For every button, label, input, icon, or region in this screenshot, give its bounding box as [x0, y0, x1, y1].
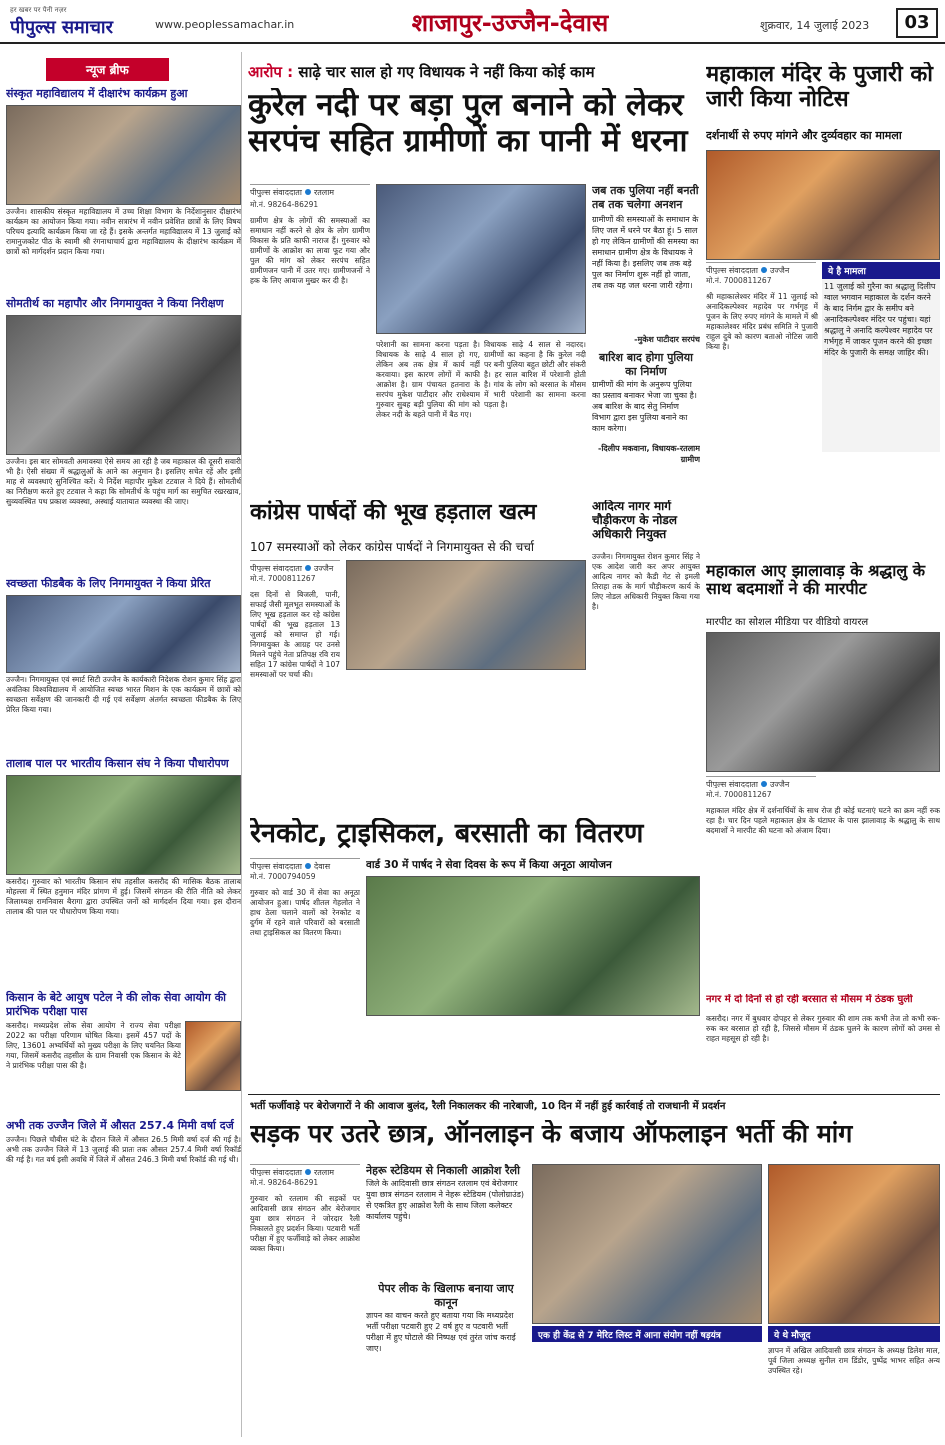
rain-body: कसरौद। नगर में बुधवार दोपहर से लेकर गुरुवार की शाम तक कभी तेज तो कभी रुक-रुक कर बरसात हो रही है, जिससे मौसम में ठंडक घुलने के कारण लोगों को उमस से राहत महसूस हो रही है।: [706, 1014, 940, 1043]
brief-headline-3: स्वच्छता फीडबैक के लिए निगमायुक्त ने किया प्रेरित: [6, 577, 211, 590]
congress-byline: [250, 560, 340, 572]
brief-body-2: उज्जैन। इस बार सोमवती अमावस्या ऐसे समय आ रही है जब महाकाल की दूसरी सवारी भी है। ऐसी संख्या में श्रद्धालुओं के आने का अनुमान है। इसलिए सचेत रहें और इसी माह से व्यवस्थाएं सुनिश्चित करें। ये निर्देश महापौर मुकेश टटवाल ने दिये हैं। सोमतीर्थ का निरीक्षण करते हुए टटवाल ने कहा कि सोमतीर्थ के पहुंच मार्ग का समुचित रखरखाव, सुव्यवस्थित पथ प्रकाश व्यवस्था, अस्थाई यातायात व्यवस्था की जाए।: [6, 457, 241, 506]
raincoat-mobile: मो.नं. 7000794059: [250, 872, 316, 881]
brief-photo-1: [6, 105, 241, 205]
section-divider: [248, 1094, 940, 1095]
brief-headline-4: तालाब पाल पर भारतीय किसान संघ ने किया पौधारोपण: [6, 757, 229, 770]
rain-headline: नगर में दो दिनों से हो रही बरसात से मौसम में ठंडक घुली: [706, 994, 913, 1005]
mahakal-fact-box: [822, 262, 940, 452]
byline-dot-icon: [305, 863, 311, 869]
mahakal-fact-heading: ये है मामला: [822, 262, 940, 279]
mahakal-byline: [706, 262, 816, 274]
news-brief-column: [6, 52, 242, 1437]
mahakal-photo: [706, 150, 940, 260]
jhalawar-byline: [706, 776, 816, 788]
brief-photo-3: [6, 595, 241, 673]
brief-photo-2: [6, 315, 241, 455]
brief-headline-1: संस्कृत महाविद्यालय में दीक्षारंभ कार्यक्रम हुआ: [6, 87, 188, 100]
brief-body-1: उज्जैन। शासकीय संस्कृत महाविद्यालय में उच्च शिक्षा विभाग के निर्देशानुसार दीक्षारंभ कार्यक्रम का आयोजन किया गया। नवीन सत्रारंभ में नवीन प्रवेशित छात्रों के लिए विषय परिचय इत्यादि कार्यक्रम किया जा रहे हैं। इसके अन्तर्गत महाविद्यालय में 13 जुलाई को रामानुजकोट पीठ के स्वामी श्री रंगनाथाचार्य द्वारा महाविद्यालय के दीक्षारंभ कार्यक्रम में छात्रों को मार्गदर्शन प्रदान किया गया।: [6, 207, 241, 256]
protest-box-text-1: जिले के आदिवासी छात्र संगठन रतलाम एवं बेरोजगार युवा छात्र संगठन रतलाम ने नेहरू स्टेडियम (पोलोग्राउंड) से एकत्रित हुए आक्रोश रैली के साथ जिला कलेक्टर कार्यालय पहुंचे।: [366, 1179, 525, 1221]
byline-dot-icon: [305, 1169, 311, 1175]
raincoat-subheadline: वार्ड 30 में पार्षद ने सेवा दिवस के रूप में किया अनूठा आयोजन: [366, 859, 612, 871]
raincoat-photo: [366, 876, 700, 1016]
logo-text: पीपुल्स समाचार: [10, 17, 113, 38]
lead-photo: [376, 184, 586, 334]
jhalawar-headline: महाकाल आए झालावाड़ के श्रद्धालु के साथ बदमाशों ने की मारपीट: [706, 562, 926, 599]
page-number: 03: [896, 8, 938, 38]
protest-byline-name: पीपुल्स संवाददाता: [250, 1168, 302, 1176]
edition-title: शाजापुर-उज्जैन-देवास: [411, 9, 609, 37]
byline-dot-icon: [305, 565, 311, 571]
raincoat-body: गुरुवार को वार्ड 30 में सेवा का अनूठा आयोजन हुआ। पार्षद शीतल गेहलोत ने हाथ ठेला चलाने वालों को रेनकोट व दुर्गम में रहने वाले परिवारों को बरसाती तथा ट्राइसिकल का वितरण किया।: [250, 888, 360, 937]
newspaper-logo: [10, 6, 150, 38]
lead-kicker-tag: आरोप :: [248, 63, 294, 81]
protest-photo-2: [768, 1164, 940, 1324]
website-url[interactable]: www.peoplessamachar.in: [155, 18, 295, 31]
jhalawar-mobile: मो.नं. 7000811267: [706, 790, 772, 799]
brief-body-4: कसरौद। गुरुवार को भारतीय किसान संघ तहसील कसरौद की मासिक बैठक तालाब मोहल्ला में स्थित हनुमान मंदिर प्रांगण में हुई। जिसमें संगठन की रीति नीति को लेकर जिलाध्यक्ष रामनिवास बैरागा द्वारा उपस्थित जनों को मार्गदर्शन दिया गया। इस दौरान तालाब की पाल पर पौधारोपण किया गया।: [6, 877, 241, 916]
raincoat-byline-city: देवास: [313, 862, 331, 870]
lead-kicker: [248, 62, 698, 84]
brief-body-5: कसरौद। मध्यप्रदेश लोक सेवा आयोग ने राज्य सेवा परीक्षा 2022 का परीक्षा परिणाम घोषित किया। इसमें 457 पदों के लिए, 13601 अभ्यर्थियों को मुख्य परीक्षा के लिए चयनित किया गया, जिसमें कसरौद तहसील के ग्राम निवासी एक किसान के बेटे ने प्रारंभिक परीक्षा पास की है।: [6, 1021, 181, 1070]
brief-photo-5: [185, 1021, 241, 1091]
brief-body-6: उज्जैन। पिछले चौबीस घंटे के दौरान जिले में औसत 26.5 मिमी वर्षा दर्ज की गई है। अभी तक उज्जैन जिले में 13 जुलाई की प्रातः तक औसत 257.4 मिमी वर्षा रिकॉर्ड की गई है। गत वर्ष इसी अवधि में जिले में औसत 246.3 मिमी वर्षा रिकॉर्ड की गई थी।: [6, 1135, 241, 1164]
jhalawar-byline-name: पीपुल्स संवाददाता: [706, 780, 758, 788]
aditya-headline: आदित्य नागर मार्ग चौड़ीकरण के नोडल अधिकारी नियुक्त: [592, 500, 677, 541]
lead-byline: [250, 184, 370, 198]
protest-photo-1-caption: एक ही केंद्र से 7 मेरिट लिस्ट में आना संयोग नहीं षड़यंत्र: [532, 1326, 762, 1342]
jhalawar-byline-city: उज्जैन: [769, 780, 790, 788]
lead-side-heading: जब तक पुलिया नहीं बनती तब तक चलेगा अनशन: [592, 184, 699, 211]
protest-kicker: भर्ती फर्जीवाड़े पर बेरोजगारों ने की आवाज बुलंद, रैली निकालकर की नारेबाजी, 10 दिन में नहीं हुई कार्रवाई तो राजधानी में प्रदर्शन: [250, 1101, 726, 1112]
jhalawar-subheadline: मारपीट का सोशल मीडिया पर वीडियो वायरल: [706, 617, 869, 628]
protest-photo-2-text: ज्ञापन में अखिल आदिवासी छात्र संगठन के अध्यक्ष डिलेश माल, पूर्व जिला अध्यक्ष सुनील राम डिंडोर, पुष्पेंद्र भाभर सहित अन्य उपस्थित रहे।: [768, 1346, 940, 1375]
lead-side-text: ग्रामीणों की समस्याओं के समाधान के लिए जल में धरने पर बैठा हूं। 5 साल हो गए लेकिन ग्रामीणों की समस्या का समाधान ग्रामीण क्षेत्र के विधायक ने नहीं किया है। इसलिए जब तक बड़े पुल का निर्माण शुरू नहीं हो जाता, तब तक यह जल धरना जारी रहेगा।: [592, 215, 699, 290]
congress-body: दस दिनों से बिजली, पानी, सफाई जैसी मूलभूत समस्याओं के लिए भूख हड़ताल कर रहे कांग्रेस पार्षदों की भूख हड़ताल 13 जुलाई को समाप्त हो गई। निगमायुक्त के आग्रह पर उनसे मिलने पहुंचे नेता प्रतिपक्ष रवि राय सहित 17 कांग्रेस पार्षदों ने 107 समस्याओं पर चर्चा की।: [250, 590, 340, 679]
lead-kicker-text: साढ़े चार साल हो गए विधायक ने नहीं किया कोई काम: [298, 63, 595, 81]
lead-side-signature-1: -मुकेश पाटीदार सरपंच: [634, 335, 700, 344]
congress-byline-city: उज्जैन: [313, 564, 334, 572]
logo-tagline: हर खबर पर पैनी नज़र: [10, 6, 67, 14]
lead-side-signature-2: -दिलीप मकवाना, विधायक-रतलाम ग्रामीण: [598, 444, 700, 464]
congress-mobile: मो.नं. 7000811267: [250, 574, 316, 583]
issue-date: शुक्रवार, 14 जुलाई 2023: [760, 19, 870, 32]
mahakal-body: श्री महाकालेश्वर मंदिर में 11 जुलाई को अनादिकल्पेश्वर महादेव पर गर्भगृह में पूजन के लिए रुपए मांगने के मामले में श्री महाकालेश्वर मंदिर प्रबंध समिति ने पुजारी राहुल दुबे को कारण बताओ नोटिस जारी किया है।: [706, 292, 818, 351]
brief-headline-2: सोमतीर्थ का महापौर और निगमायुक्त ने किया निरीक्षण: [6, 297, 224, 310]
congress-headline: कांग्रेस पार्षदों की भूख हड़ताल खत्म: [250, 500, 537, 525]
raincoat-byline-name: पीपुल्स संवाददाता: [250, 862, 302, 870]
lead-byline-name: पीपुल्स संवाददाता: [250, 188, 302, 197]
protest-box-text-2: ज्ञापन का वाचन करते हुए बताया गया कि मध्यप्रदेश भर्ती परीक्षा पटवारी हुए 2 वर्ष हुए व पटवारी भर्ती परीक्षा में हुए घोटाले की निष्पक्ष एवं तुरंत जांच कराई जाए।: [366, 1311, 516, 1353]
protest-side-box: [366, 1164, 526, 1434]
protest-byline: [250, 1164, 360, 1176]
protest-body: गुरुवार को रतलाम की सड़कों पर आदिवासी छात्र संगठन और बेरोजगार युवा छात्र संगठन ने जोरदार रैली निकालते हुए प्रदर्शन किया। पटवारी भर्ती परीक्षा में हुए फर्जीवाड़े को लेकर आक्रोश व्यक्त किया।: [250, 1194, 360, 1253]
mahakal-byline-name: पीपुल्स संवाददाता: [706, 266, 758, 274]
raincoat-byline: [250, 858, 360, 870]
protest-box-heading-2: पेपर लीक के खिलाफ बनाया जाए कानून: [378, 1282, 514, 1309]
lead-side-box: [592, 184, 700, 484]
congress-byline-name: पीपुल्स संवाददाता: [250, 564, 302, 572]
lead-body-1: ग्रामीण क्षेत्र के लोगों की समस्याओं का समाधान नहीं करने से क्षेत्र के लोग ग्रामीण विकास के प्रति काफी नाराज हैं। गुरुवार को ग्रामीणों के आक्रोश का लावा फूट गया और पुल की मांग को लेकर सरपंच सहित ग्रामीणजन पानी में उतर गए। ग्रामीणजनों ने हक के लिए आवाज मुखर कर दी है।: [250, 216, 370, 285]
aditya-body: उज्जैन। निगमायुक्त रोशन कुमार सिंह ने एक आदेश जारी कर अपर आयुक्त आदित्य नागर को कैडी गेट से इमली तिराहा तक के मार्ग चौड़ीकरण कार्य के लिए नोडल अधिकारी नियुक्त किया गया है।: [592, 552, 700, 611]
lead-mobile: मो.नं. 98264-86291: [250, 200, 319, 209]
brief-headline-5: किसान के बेटे आयुष पटेल ने की लोक सेवा आयोग की प्रारंभिक परीक्षा पास: [6, 991, 227, 1018]
byline-dot-icon: [761, 267, 767, 273]
mahakal-headline: महाकाल मंदिर के पुजारी को जारी किया नोटिस: [706, 62, 933, 113]
lead-headline: कुरेल नदी पर बड़ा पुल बनाने को लेकर सरपंच सहित ग्रामीणों का पानी में धरना: [248, 88, 688, 159]
protest-headline: सड़क पर उतरे छात्र, ऑनलाइन के बजाय ऑफलाइन भर्ती की मांग: [250, 1120, 853, 1148]
lead-body-2: परेशानी का सामना करना पड़ता है। विधायक के साढ़े 4 साल हो गए, लेकिन अब तक क्षेत्र में कार्य नहीं करवाया। इस कारण लोगों में काफी आक्रोश है। ग्राम पंचायत हतनारा के सरपंच मुकेश पाटीदार और राधेश्याम गुरुवार सुबह बड़ी पुलिया की मांग को लेकर नदी के बहते पानी में बैठ गए।: [376, 340, 480, 419]
mahakal-mobile: मो.नं. 7000811267: [706, 276, 772, 285]
raincoat-headline: रेनकोट, ट्राइसिकल, बरसाती का वितरण: [250, 818, 644, 849]
jhalawar-body: महाकाल मंदिर क्षेत्र में दर्शनार्थियों के साथ रोज ही कोई घटनाएं घटने का क्रम नहीं रुक रहा है। चार दिन पहले महाकाल क्षेत्र के घंटाघर के पास झालावाड़ के श्रद्धालु के साथ बदमाशों ने मारपीट की घटना को अंजाम दिया।: [706, 806, 940, 835]
protest-byline-city: रतलाम: [313, 1168, 335, 1176]
lead-body-3: विधायक साढ़े 4 साल से नदारद। ग्रामीणों का कहना है कि कुरेल नदी पर बनी पुलिया बहुत छोटी और संकरी है। हर साल बारिश में परेशानी होती है। गांव के लोग को बरसात के मौसम में भारी परेशानी का सामना करना पड़ता है।: [484, 340, 586, 409]
protest-photo-2-caption: ये थे मौजूद: [768, 1326, 940, 1342]
brief-photo-4: [6, 775, 241, 875]
congress-photo: [346, 560, 586, 670]
brief-headline-6: अभी तक उज्जैन जिले में औसत 257.4 मिमी वर्षा दर्ज: [6, 1119, 234, 1132]
lead-byline-city: रतलाम: [313, 188, 335, 197]
news-brief-header: न्यूज ब्रीफ: [46, 58, 169, 81]
byline-dot-icon: [761, 781, 767, 787]
protest-photo-1: [532, 1164, 762, 1324]
lead-side-text-2: ग्रामीणों की मांग के अनुरूप पुलिया का प्रस्ताव बनाकर भेजा जा चुका है। अब बारिश के बाद सेतु निर्माण विभाग द्वारा इस पुलिया बनाने का काम करेगा।: [592, 380, 697, 433]
mahakal-subheadline: दर्शनार्थी से रुपए मांगने और दुर्व्यवहार का मामला: [706, 129, 902, 142]
lead-side-heading-2: बारिश बाद होगा पुलिया का निर्माण: [599, 351, 693, 378]
mahakal-byline-city: उज्जैन: [769, 266, 790, 274]
masthead: [0, 0, 945, 44]
brief-body-3: उज्जैन। निगमायुक्त एवं स्मार्ट सिटी उज्जैन के कार्यकारी निदेशक रोशन कुमार सिंह द्वारा अवंतिका विश्वविद्यालय में आयोजित स्वच्छ भारत मिशन के एक कार्यक्रम में छात्रों को स्वच्छता सर्वेक्षण की जानकारी दी गई एवं सर्वेक्षण अंतर्गत स्वच्छता फीडबैक के लिए प्रेरित किया गया।: [6, 675, 241, 714]
protest-box-heading-1: नेहरू स्टेडियम से निकाली आक्रोश रैली: [366, 1164, 520, 1177]
mahakal-fact-text: 11 जुलाई को गुरैना का श्रद्धालु दिलीप ग्वाल भगवान महाकाल के दर्शन करने के बाद निर्गम द्वार के समीप बने अनादिकल्पेश्वर मंदिर पर पहुंचा। यहां श्रद्धालु ने अनादि कल्पेश्वर महादेव पर गर्भगृह में जाकर पूजन करने की इच्छा मंदिर के पुजारी के समक्ष जाहिर की।: [824, 282, 936, 357]
jhalawar-photo: [706, 632, 940, 772]
protest-mobile: मो.नं. 98264-86291: [250, 1178, 319, 1187]
byline-dot-icon: [305, 189, 311, 195]
congress-subheadline: 107 समस्याओं को लेकर कांग्रेस पार्षदों ने निगमायुक्त से की चर्चा: [250, 540, 534, 554]
